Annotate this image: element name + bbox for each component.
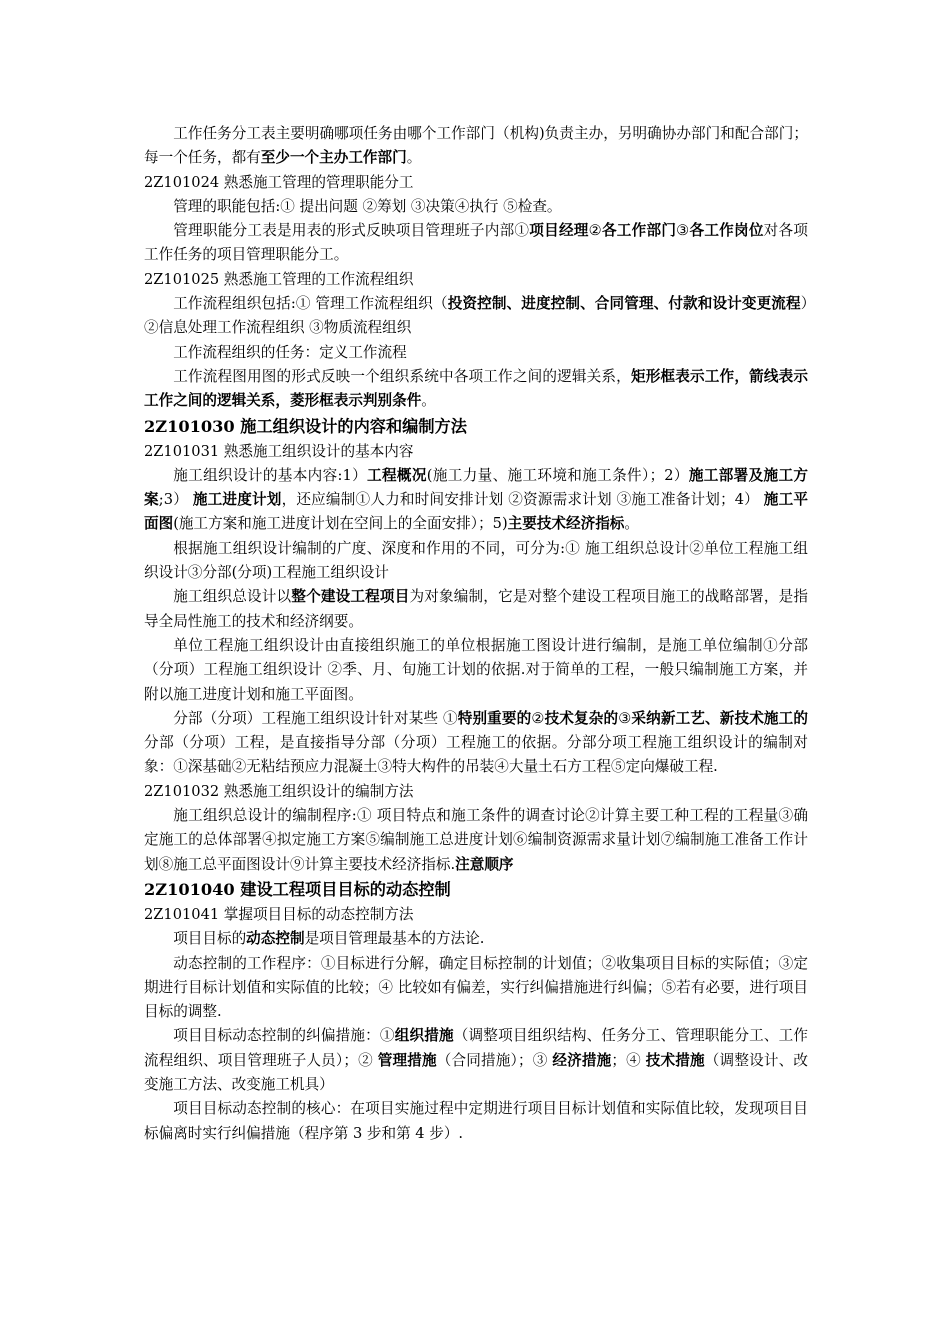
text: 管理的职能包括:① 提出问题 ②筹划 ③决策④执行 ⑤检查。 xyxy=(173,197,562,215)
text: 动态控制的工作程序：①目标进行分解，确定目标控制的计划值；②收集项目目标的实际值；③定期进行目标计划值和实际值的比较；④ 比较如有偏差，实行纠偏措施进行纠偏；⑤若有必要，进行项目目标的调整. xyxy=(144,954,808,1021)
text: 工作流程图用图的形式反映一个组织系统中各项工作之间的逻辑关系， xyxy=(173,367,631,385)
text: 为对象编制，它是对整个建设工程项目施工的战略部署，是指导全局性施工的技术和经济纲要。 xyxy=(144,588,808,630)
text: 项目目标动态控制的纠偏措施：① xyxy=(173,1027,395,1045)
paragraph-subdivision-design xyxy=(144,707,808,780)
text: ② xyxy=(531,709,545,727)
text: ② xyxy=(588,222,602,240)
bold-text: 采纳新工艺、新技术施工的 xyxy=(631,709,808,727)
bold-text: 施工进度计划 xyxy=(192,491,282,509)
paragraph-control-procedure xyxy=(144,952,808,1025)
text: 施工组织总设计以 xyxy=(173,588,292,606)
paragraph-unit-project-design xyxy=(144,634,808,707)
text: 项目目标动态控制的核心：在项目实施过程中定期进行项目目标计划值和实际值比较，发现项目目标偏离时实行纠偏措施（程序第 3 步和第 4 步）. xyxy=(144,1100,808,1142)
text: 2Z101030 施工组织设计的内容和编制方法 xyxy=(144,416,467,436)
paragraph-design-classification xyxy=(144,537,808,586)
text: 项目目标的 xyxy=(173,930,247,948)
text: 分部（分项）工程施工组织设计针对某些 ① xyxy=(173,709,458,727)
bold-text: 经济措施 xyxy=(552,1051,612,1069)
text: ）②信息处理工作流程组织 ③物质流程组织 xyxy=(144,295,808,337)
text: 。 xyxy=(421,392,436,410)
text: 管理职能分工表是用表的形式反映项目管理班子内部① xyxy=(173,222,530,240)
chapter-heading-2z101030 xyxy=(144,414,808,440)
text: 施工组织设计的基本内容:1） xyxy=(173,466,368,484)
paragraph-dynamic-control xyxy=(144,927,808,951)
text: ，还应编制①人力和时间安排计划 ②资源需求计划 ③施工准备计划；4） xyxy=(281,491,764,509)
bold-text: 至少一个主办工作部门 xyxy=(260,149,407,167)
paragraph-compilation-procedure xyxy=(144,804,808,877)
text: 。 xyxy=(406,149,422,167)
chapter-heading-2z101040 xyxy=(144,877,808,903)
text: 2Z101040 建设工程项目目标的动态控制 xyxy=(144,879,451,899)
text: 2Z101031 熟悉施工组织设计的基本内容 xyxy=(144,442,414,460)
text: ③ xyxy=(618,709,632,727)
text: 根据施工组织设计编制的广度、深度和作用的不同，可分为:① 施工组织总设计②单位工程施工组织设计③分部(分项)工程施工组织设计 xyxy=(144,539,808,582)
paragraph-control-core xyxy=(144,1097,808,1146)
bold-text: 矩形框表示工作，箭线表示工作之间的逻辑关系，菱形框表示判别条件 xyxy=(144,367,808,410)
paragraph-correction-measures xyxy=(144,1024,808,1097)
text: （调整项目组织结构、任务分工、管理职能分工、工作流程组织、项目管理班子人员）；② xyxy=(144,1027,808,1069)
paragraph-management-functions xyxy=(144,195,808,219)
paragraph-construction-design-content xyxy=(144,464,808,537)
text: 。 xyxy=(624,515,640,533)
paragraph-workflow-task xyxy=(144,341,808,365)
bold-text: 工程概况 xyxy=(367,466,427,484)
bold-text: 技术措施 xyxy=(645,1051,705,1069)
bold-text: 各工作部门 xyxy=(601,222,677,240)
section-heading-2z101025 xyxy=(144,268,808,292)
text: 对各项工作任务的项目管理职能分工。 xyxy=(144,222,808,264)
section-heading-2z101031 xyxy=(144,440,808,464)
bold-text: 投资控制、进度控制、合同管理、付款和设计变更流程 xyxy=(447,295,801,313)
paragraph-general-design xyxy=(144,585,808,634)
text: 2Z101041 掌握项目目标的动态控制方法 xyxy=(144,905,414,923)
paragraph-workflow-chart xyxy=(144,365,808,414)
text: 是项目管理最基本的方法论. xyxy=(304,930,485,948)
text: 工作任务分工表主要明确哪项任务由哪个工作部门（机构)负责主办，另明确协办部门和配合部门；每一个任务，都有 xyxy=(144,125,808,167)
text: (施工力量、施工环境和施工条件）；2） xyxy=(426,466,689,484)
text: ；④ xyxy=(611,1051,646,1069)
bold-text: 管理措施 xyxy=(377,1051,437,1069)
text: ③ xyxy=(676,222,690,240)
text: (施工方案和施工进度计划在空间上的全面安排）；5) xyxy=(173,515,508,533)
text: 工作流程组织的任务：定义工作流程 xyxy=(173,343,407,361)
bold-text: 施工部署及施工方案 xyxy=(144,466,808,509)
text: 2Z101032 熟悉施工组织设计的编制方法 xyxy=(144,782,414,800)
paragraph-task-division xyxy=(144,122,808,171)
bold-text: 技术复杂的 xyxy=(544,709,619,727)
bold-text: 整个建设工程项目 xyxy=(291,588,410,606)
bold-text: 项目经理 xyxy=(529,222,589,240)
bold-text: 动态控制 xyxy=(246,930,305,948)
text: 施工组织总设计的编制程序:① 项目特点和施工条件的调查讨论②计算主要工种工程的工程量③确定施工的总体部署④拟定施工方案⑤编制施工总进度计划⑥编制资源需求量计划⑦编制施工准备工作计划⑧施工总平面图设计⑨计算主要技术经济指标. xyxy=(144,807,808,873)
text: 分部（分项）工程，是直接指导分部（分项）工程施工的依据。分部分项工程施工组织设计的编制对象：①深基础②无粘结预应力混凝土③特大构件的吊装④大量土石方工程⑤定向爆破工程. xyxy=(144,734,808,776)
document-page xyxy=(144,122,808,1146)
text: （调整设计、改变施工方法、改变施工机具） xyxy=(144,1051,808,1093)
section-heading-2z101024 xyxy=(144,171,808,195)
bold-text: 主要技术经济指标 xyxy=(507,515,625,533)
text: 2Z101025 熟悉施工管理的工作流程组织 xyxy=(144,270,414,288)
text: 单位工程施工组织设计由直接组织施工的单位根据施工图设计进行编制，是施工单位编制①分部（分项）工程施工组织设计 ②季、月、旬施工计划的依据.对于简单的工程，一般只编制施工方案，并附以施工进度计划和施工平面图。 xyxy=(144,636,808,703)
section-heading-2z101041 xyxy=(144,903,808,927)
bold-text: 组织措施 xyxy=(394,1027,454,1045)
text: ;3） xyxy=(158,491,193,509)
bold-text: 各工作岗位 xyxy=(689,222,764,240)
section-heading-2z101032 xyxy=(144,780,808,804)
paragraph-function-division-table xyxy=(144,219,808,268)
text: 2Z101024 熟悉施工管理的管理职能分工 xyxy=(144,173,414,191)
bold-text: 注意顺序 xyxy=(455,855,514,873)
bold-text: 施工平面图 xyxy=(144,491,808,533)
bold-text: 特别重要的 xyxy=(457,709,532,727)
paragraph-workflow-organization xyxy=(144,292,808,341)
text: （合同措施）；③ xyxy=(436,1051,553,1069)
text: 工作流程组织包括:① 管理工作流程组织（ xyxy=(173,295,448,313)
